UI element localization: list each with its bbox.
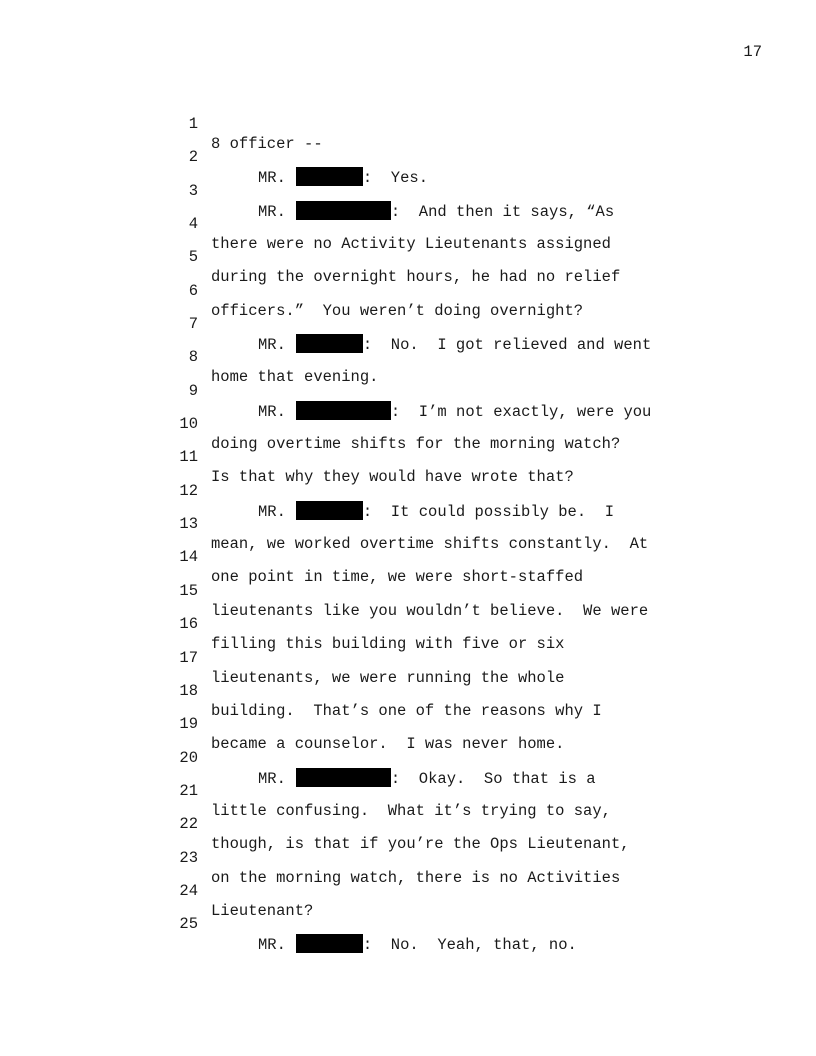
speaker-title: MR. xyxy=(258,169,286,188)
transcript-line xyxy=(170,127,730,188)
line-text: one point in time, we were short-staffed xyxy=(211,568,584,587)
transcript-line xyxy=(170,261,730,320)
line-number: 2 xyxy=(188,148,198,167)
transcript-line xyxy=(170,661,730,720)
line-text: Lieutenant? xyxy=(211,901,314,920)
line-number: 4 xyxy=(188,215,198,234)
line-text: though, is that if you’re the Ops Lieutenant, xyxy=(211,835,630,854)
transcript-line xyxy=(170,94,730,153)
transcript-body xyxy=(170,94,730,955)
redaction-box xyxy=(296,934,363,953)
line-text: officers.” You weren’t doing overnight? xyxy=(211,301,584,320)
transcript-line xyxy=(170,527,730,587)
line-number: 12 xyxy=(179,481,198,500)
transcript-line xyxy=(170,427,730,487)
transcript-line xyxy=(170,828,730,887)
transcript-line xyxy=(170,161,730,221)
transcript-line xyxy=(170,194,730,254)
line-number: 13 xyxy=(179,515,198,534)
line-number: 7 xyxy=(188,315,198,334)
line-text: : Okay. So that is a xyxy=(390,769,596,788)
line-text: became a counselor. I was never home. xyxy=(211,735,565,754)
transcript-line xyxy=(170,561,730,620)
line-text: filling this building with five or six xyxy=(211,635,565,654)
speaker-title: MR. xyxy=(258,402,286,421)
line-text: : No. Yeah, that, no. xyxy=(362,936,577,955)
line-text: during the overnight hours, he had no relief xyxy=(211,268,621,287)
page-number: 17 xyxy=(743,43,762,61)
line-text: lieutenants like you wouldn’t believe. We were xyxy=(211,601,649,620)
line-number: 19 xyxy=(179,715,198,734)
line-text: : It could possibly be. I xyxy=(362,502,615,521)
line-text: : And then it says, “As xyxy=(390,202,615,221)
line-text: : Yes. xyxy=(362,169,429,188)
transcript-line xyxy=(170,494,730,554)
line-number: 24 xyxy=(179,881,198,900)
transcript-line xyxy=(170,461,730,521)
line-text: little confusing. What it’s trying to say, xyxy=(211,801,611,820)
line-number: 1 xyxy=(188,115,198,133)
transcript-line xyxy=(170,394,730,454)
speaker-title: MR. xyxy=(258,936,286,955)
line-number: 10 xyxy=(179,415,198,434)
speaker-title: MR. xyxy=(258,769,286,788)
line-text: building. That’s one of the reasons why I xyxy=(211,701,602,720)
line-text: Is that why they would have wrote that? xyxy=(211,468,574,487)
transcript-line xyxy=(170,761,730,820)
transcript-line xyxy=(170,894,730,955)
transcript-line xyxy=(170,294,730,355)
transcript-line xyxy=(170,694,730,754)
line-number: 23 xyxy=(179,848,198,867)
line-number: 14 xyxy=(179,548,198,567)
line-number: 8 xyxy=(188,348,198,367)
line-number: 21 xyxy=(179,781,198,800)
line-number: 11 xyxy=(179,448,198,467)
line-text: lieutenants, we were running the whole xyxy=(211,668,565,687)
line-text: : I’m not exactly, were you xyxy=(390,402,652,421)
line-text: doing overtime shifts for the morning watch? xyxy=(211,435,621,454)
transcript-line xyxy=(170,594,730,654)
line-text: mean, we worked overtime shifts constantly. At xyxy=(211,535,649,554)
speaker-title: MR. xyxy=(258,202,286,221)
transcript-line xyxy=(170,327,730,387)
line-number: 16 xyxy=(179,615,198,634)
line-text: : No. I got relieved and went xyxy=(362,336,652,355)
transcript-line xyxy=(170,628,730,687)
transcript-line xyxy=(170,794,730,854)
line-number: 9 xyxy=(188,381,198,400)
transcript-line xyxy=(170,361,730,421)
speaker-title: MR. xyxy=(258,336,286,355)
line-number: 6 xyxy=(188,281,198,300)
transcript-line xyxy=(170,728,730,788)
line-number: 3 xyxy=(188,181,198,200)
line-text: on the morning watch, there is no Activities xyxy=(211,868,621,887)
line-number: 5 xyxy=(188,248,198,267)
line-number: 17 xyxy=(179,648,198,667)
transcript-line xyxy=(170,861,730,920)
line-number: 22 xyxy=(179,815,198,834)
line-text: there were no Activity Lieutenants assigned xyxy=(211,235,611,254)
line-number: 18 xyxy=(179,681,198,700)
line-number: 20 xyxy=(179,748,198,767)
line-text: home that evening. xyxy=(211,368,379,387)
speaker-title: MR. xyxy=(258,502,286,521)
line-number: 25 xyxy=(179,915,198,934)
transcript-line xyxy=(170,227,730,287)
line-number: 15 xyxy=(179,581,198,600)
line-text: 8 officer -- xyxy=(211,135,323,153)
